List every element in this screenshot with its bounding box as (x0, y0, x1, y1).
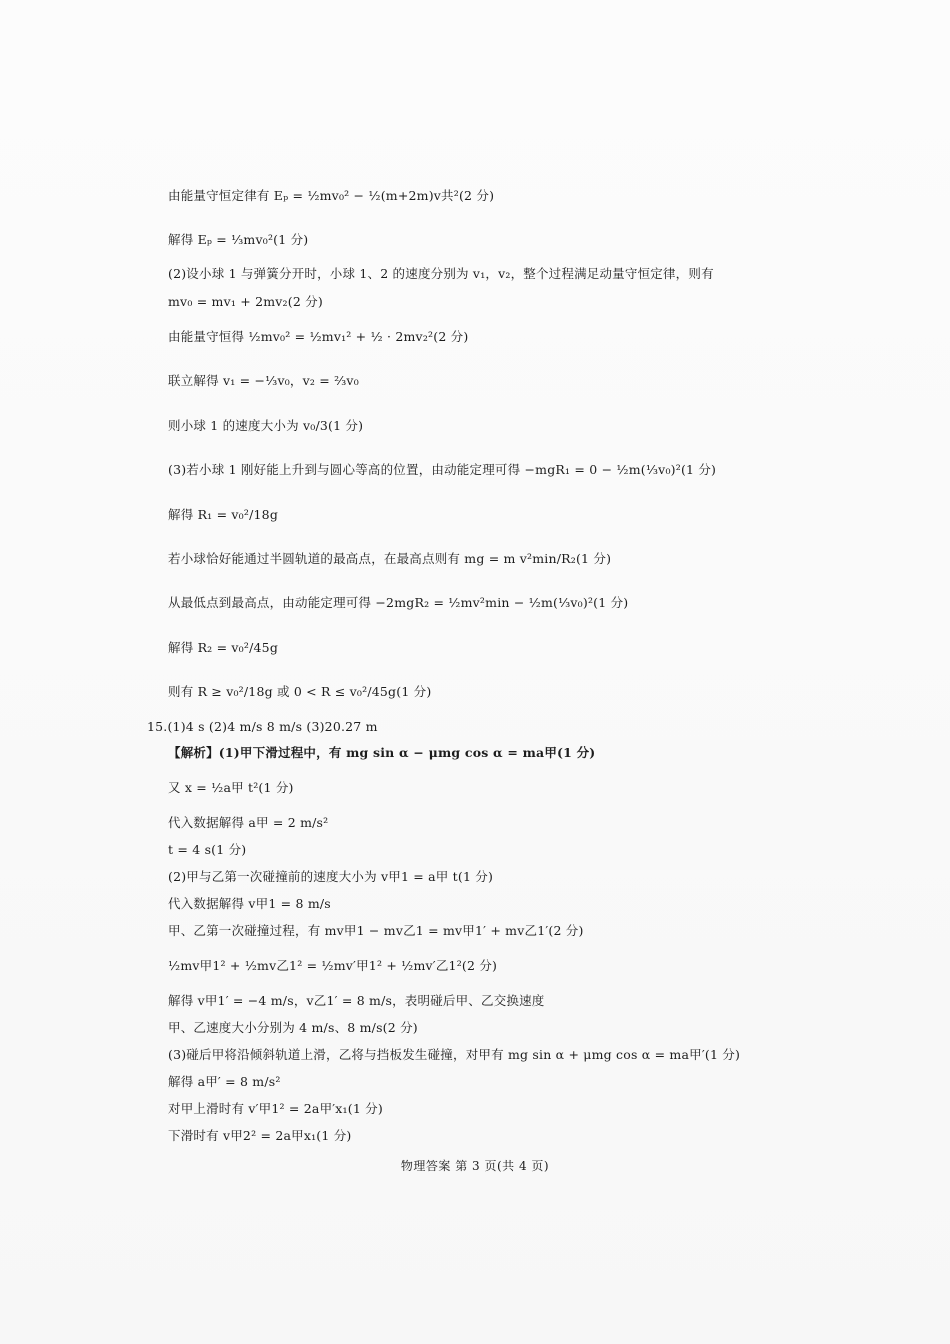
text-line: 下滑时有 v甲2² = 2a甲x₁(1 分) (168, 1128, 352, 1143)
text-line: (3)若小球 1 刚好能上升到与圆心等高的位置，由动能定理可得 −mgR₁ = 0 − ½m(⅓v₀)²(1 分) (168, 462, 717, 477)
text-line: 由能量守恒得 ½mv₀² = ½mv₁² + ½ · 2mv₂²(2 分) (168, 329, 469, 344)
text-line: 对甲上滑时有 v′甲1² = 2a甲′x₁(1 分) (168, 1101, 383, 1116)
answer-15-summary: 15.(1)4 s (2)4 m/s 8 m/s (3)20.27 m (147, 719, 378, 734)
text-line: 甲、乙速度大小分别为 4 m/s、8 m/s(2 分) (168, 1020, 418, 1035)
analysis-heading-line: 【解析】(1)甲下滑过程中，有 mg sin α − μmg cos α = ma甲(1 分) (168, 745, 596, 760)
text-line: 甲、乙第一次碰撞过程，有 mv甲1 − mv乙1 = mv甲1′ + mv乙1′(2 分) (168, 923, 584, 938)
text-line: 则有 R ≥ v₀²/18g 或 0 < R ≤ v₀²/45g(1 分) (168, 684, 432, 699)
text-line: ½mv甲1² + ½mv乙1² = ½mv′甲1² + ½mv′乙1²(2 分) (168, 958, 498, 973)
text-line: 则小球 1 的速度大小为 v₀/3(1 分) (168, 418, 364, 433)
text-line: 又 x = ½a甲 t²(1 分) (168, 780, 294, 795)
page-footer: 物理答案 第 3 页(共 4 页) (400, 1159, 550, 1173)
text-line: (2)设小球 1 与弹簧分开时，小球 1、2 的速度分别为 v₁，v₂，整个过程满足动量守恒定律，则有 (168, 266, 714, 281)
text-line: (3)碰后甲将沿倾斜轨道上滑，乙将与挡板发生碰撞，对甲有 mg sin α + μmg cos α = ma甲′(1 分) (168, 1047, 741, 1062)
text-line: (2)甲与乙第一次碰撞前的速度大小为 v甲1 = a甲 t(1 分) (168, 869, 494, 884)
text-line: 代入数据解得 a甲 = 2 m/s² (168, 815, 329, 830)
text-line: mv₀ = mv₁ + 2mv₂(2 分) (168, 294, 323, 309)
text-line: 解得 v甲1′ = −4 m/s，v乙1′ = 8 m/s，表明碰后甲、乙交换速度 (168, 993, 545, 1008)
text-line: 若小球恰好能通过半圆轨道的最高点，在最高点则有 mg = m v²min/R₂(1 分) (168, 551, 612, 566)
text-line: 解得 a甲′ = 8 m/s² (168, 1074, 281, 1089)
text-line: 从最低点到最高点，由动能定理可得 −2mgR₂ = ½mv²min − ½m(⅓v₀)²(1 分) (168, 595, 629, 610)
text-line: 解得 R₁ = v₀²/18g (168, 507, 279, 522)
text-line: 由能量守恒定律有 Eₚ = ½mv₀² − ½(m+2m)v共²(2 分) (168, 188, 495, 203)
text-line: 解得 R₂ = v₀²/45g (168, 640, 279, 655)
text-line: 代入数据解得 v甲1 = 8 m/s (168, 896, 331, 911)
text-line: t = 4 s(1 分) (168, 842, 247, 857)
text-line: 联立解得 v₁ = −⅓v₀，v₂ = ⅔v₀ (168, 373, 359, 388)
text-line: 解得 Eₚ = ⅓mv₀²(1 分) (168, 232, 309, 247)
